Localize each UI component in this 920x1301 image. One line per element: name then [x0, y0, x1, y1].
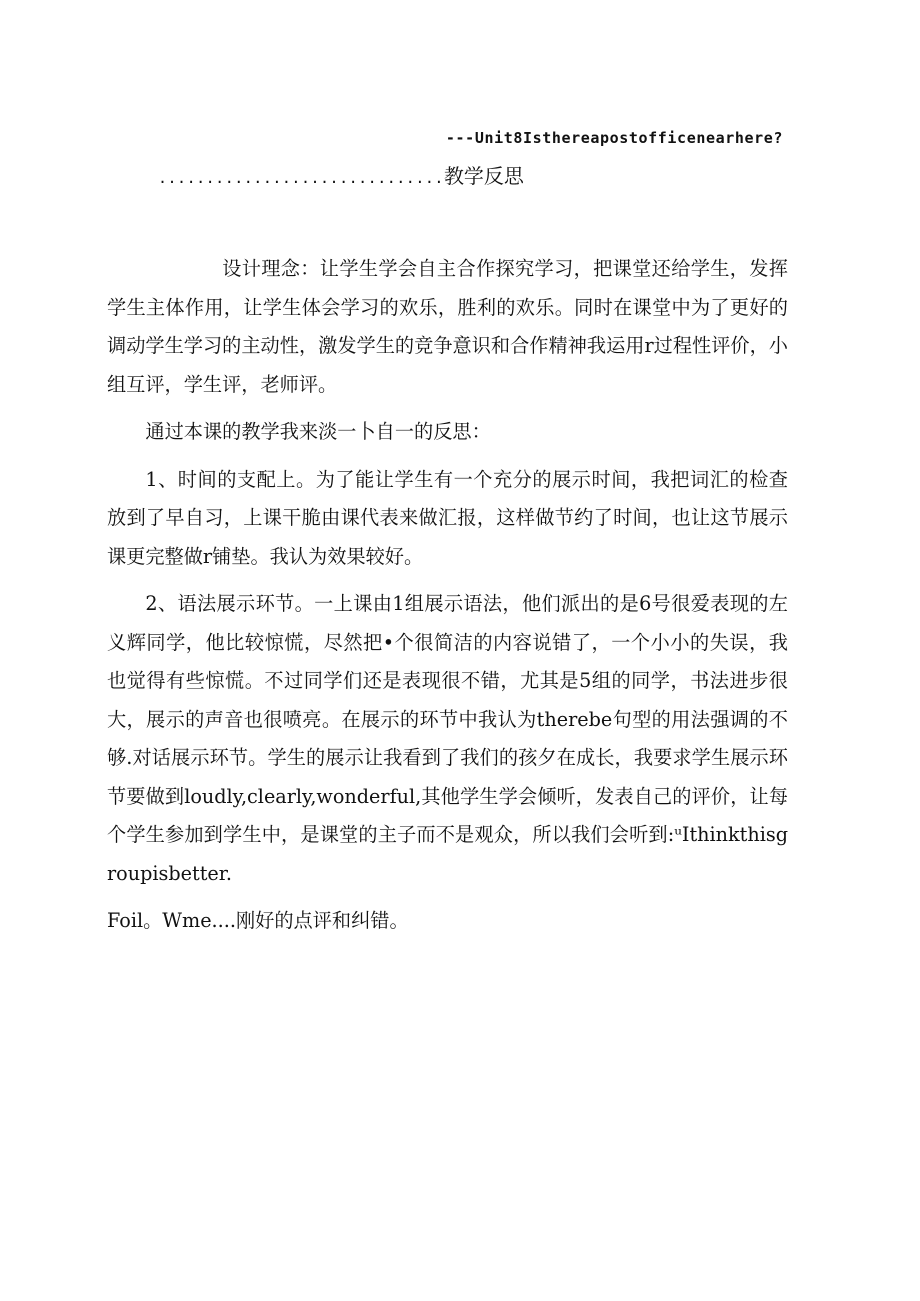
paragraph-point-1: 1、时间的支配上。为了能让学生有一个充分的展示时间，我把词汇的检查放到了早自习，上课干脆由课代表来做汇报，这样做节约了时间，也让这节展示课更完整做r铺垫。我认为效果较好。	[107, 467, 788, 568]
paragraph-intro: 通过本课的教学我来淡一卜自一的反思：	[145, 420, 491, 443]
title-leader-dots: ..............................	[158, 169, 444, 187]
title-text: 教学反思	[443, 164, 524, 188]
unit-subtitle: ---Unit8Isthereapostofficenearhere?	[445, 129, 783, 147]
reflection-body	[107, 250, 788, 950]
paragraph-design-concept: 设计理念：让学生学会自主合作探究学习，把课堂还给学生，发挥学生主体作用，让学生体会学习的欢乐，胜利的欢乐。同时在课堂中为了更好的调动学生学习的主动性，激发学生的竞争意识和合作精神我运用r过程性评价，小组互评，学生评，老师评。	[107, 257, 788, 396]
paragraph-point-2: 2、语法展示环节。一上课由1组展示语法，他们派出的是6号很爱表现的左义辉同学，他比较惊慌，尽然把•个很简洁的内容说错了，一个小小的失误，我也觉得有些惊慌。不过同学们还是表现很不错，尤其是5组的同学，书法进步很大，展示的声音也很喷亮。在展示的环节中我认为therebe句型的用法强调的不够.对话展示环节。学生的展示让我看到了我们的孩夕在成长，我要求学生展示环节要做到loudly,clearly,wonderful,其他学生学会倾听，发表自己的评价，让每个学生参加到学生中，是课堂的主子而不是观众，所以我们会听到:ᵘIthinkthisgroupisbetter.	[107, 592, 788, 885]
page-title	[158, 160, 524, 189]
paragraph-closing: Foil。Wme....刚好的点评和纠错。	[107, 909, 409, 932]
